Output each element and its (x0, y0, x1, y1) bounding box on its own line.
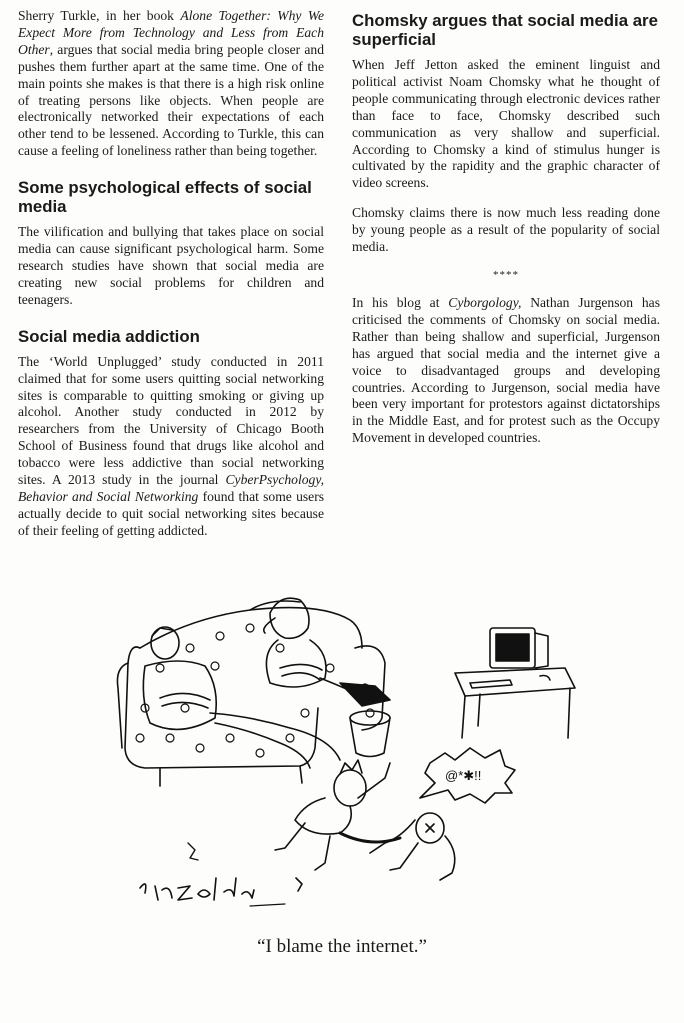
speech-bubble-text: @*✱!! (445, 768, 482, 783)
seated-person-right (264, 598, 390, 706)
stool-drawing (350, 711, 390, 757)
cartoon-illustration (100, 588, 590, 918)
chomsky-paragraph-1: When Jeff Jetton asked the eminent linguist and political activist Noam Chomsky what he thought of people communicating through electronic devices rather than face to face, Chomsky described such communication as very shallow and superficial. According to Chomsky a kind of stimulus hunger is cultivated by the rapidity and the graphic character of video screens. (352, 57, 660, 191)
addiction-paragraph: The ‘World Unplugged’ study conducted in 2011 claimed that for some users quitting social networking sites is comparable to quitting smoking or giving up alcohol. Another study conducted in 2012 by researchers from the University of Chicago Booth School of Business found that drugs like alcohol and tobacco were less addictive than social networking sites. A 2013 study in the journal CyberPsychology, Behavior and Social Networking found that some users actually decide to quit social networking sites because of their feeling of getting addicted. (18, 353, 325, 538)
jurgenson-paragraph: In his blog at Cyborgology, Nathan Jurgenson has criticised the comments of Chomsky on social media. Rather than being shallow and superficial, Jurgenson has argued that social media and the internet give a voice to disadvantaged groups and developing countries. According to Jurgenson, social media have been very important for protestors against dictatorships in the Middle East, and for protest such as the Occupy Movement in developed countries. (352, 294, 661, 446)
book-title: Alone Together: Why We Expect More from Technology and Less from Each Other (18, 8, 324, 57)
section-separator: **** (493, 268, 519, 281)
psychological-paragraph: The vilification and bullying that takes place on social media can cause significant psychological harm. Some research studies have shown that social media are creating new social problems for children and teenagers. (18, 224, 324, 307)
chomsky-paragraph-2: Chomsky claims there is now much less reading done by young people as a result of the popularity of social media. (352, 205, 660, 255)
journal-title: CyberPsychology, Behavior and Social Networking (18, 472, 324, 504)
left-column (18, 8, 324, 553)
heading-chomsky: Chomsky argues that social media are superficial (352, 11, 658, 49)
right-column (352, 8, 660, 460)
heading-psychological-effects: Some psychological effects of social media (18, 178, 312, 217)
speech-bubble (420, 748, 515, 803)
seated-person-left (143, 627, 340, 768)
blog-title: Cyborgology, (448, 294, 522, 310)
heading-social-media-addiction: Social media addiction (18, 326, 200, 346)
cartoon-caption: “I blame the internet.” (257, 936, 427, 957)
artist-signature (140, 843, 302, 906)
computer-desk-drawing (455, 628, 575, 738)
turkle-paragraph: Sherry Turkle, in her book Alone Together: Why We Expect More from Technology and Less from Each Other, argues that social media bring people closer and pushes them further apart at the same time. One of the main points she makes is that there is a high risk online of treating persons like objects. When people are electronically networked their expectations of each other tend to be lessened. According to Turkle, this can cause a feeling of loneliness rather than being together. (18, 8, 324, 159)
